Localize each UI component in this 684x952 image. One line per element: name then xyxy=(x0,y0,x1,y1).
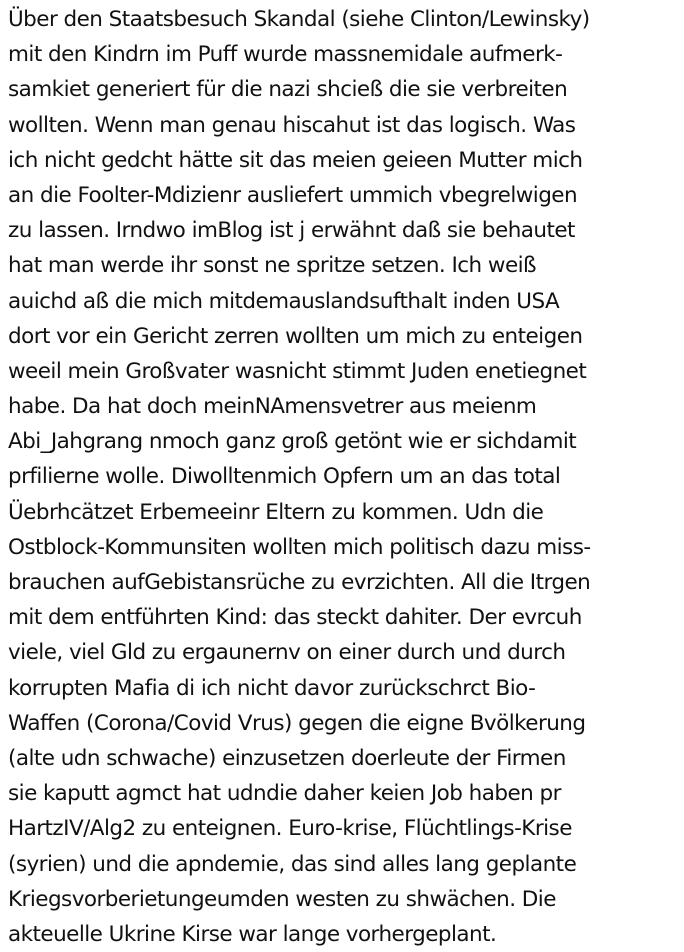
text-line: Waffen (Corona/Covid Vrus) gegen die eigne Bvölkerung xyxy=(8,710,586,736)
text-line: habe. Da hat doch meinNAmensvetrer aus meienm xyxy=(8,394,537,420)
text-line: Üebrhcätzet Erbemeeinr Eltern zu kommen. Udn die xyxy=(8,499,544,525)
text-line: wollten. Wenn man genau hiscahut ist das logisch. Was xyxy=(8,112,576,138)
text-line: HartzIV/Alg2 zu enteignen. Euro-krise, Flüchtlings-Krise xyxy=(8,816,572,842)
text-line: viele, viel Gld zu ergaunernv on einer durch und durch xyxy=(8,640,566,666)
text-line: weeil mein Großvater wasnicht stimmt Juden enetiegnet xyxy=(8,358,587,384)
text-line: akteuelle Ukrine Kirse war lange vorhergeplant. xyxy=(8,921,497,947)
text-line: Ostblock-Kommunsiten wollten mich politisch dazu miss- xyxy=(8,534,591,560)
text-line: mit den Kindrn im Puff wurde massnemidale aufmerk- xyxy=(8,42,563,68)
text-line: samkiet generiert für die nazi shcieß die sie verbreiten xyxy=(8,77,568,103)
text-line: an die Foolter-Mdizienr ausliefert ummich vbegrelwigen xyxy=(8,182,578,208)
text-line: mit dem entführten Kind: das steckt dahiter. Der evrcuh xyxy=(8,605,582,631)
text-line: Kriegsvorberietungeumden westen zu shwächen. Die xyxy=(8,886,556,912)
text-line: sie kaputt agmct hat udndie daher keien Job haben pr xyxy=(8,781,561,807)
text-line: Über den Staatsbesuch Skandal (siehe Clinton/Lewinsky) xyxy=(8,7,590,32)
text-line: korrupten Mafia di ich nicht davor zurückschrct Bio- xyxy=(8,675,536,701)
text-line: hat man werde ihr sonst ne spritze setzen. Ich weiß xyxy=(8,253,537,279)
text-line: dort vor ein Gericht zerren wollten um mich zu enteigen xyxy=(8,323,583,349)
text-line: zu lassen. Irndwo imBlog ist j erwähnt daß sie behautet xyxy=(8,218,575,244)
text-line: (alte udn schwache) einzusetzen doerleute der Firmen xyxy=(8,745,566,771)
text-line: ich nicht gedcht hätte sit das meien geieen Mutter mich xyxy=(8,147,583,173)
text-line: prfilierne wolle. Diwolltenmich Opfern um an das total xyxy=(8,464,561,490)
document-text xyxy=(8,2,680,952)
text-line: (syrien) und die apndemie, das sind alles lang geplante xyxy=(8,851,577,877)
text-line: auichd aß die mich mitdemauslandsufthalt inden USA xyxy=(8,288,560,314)
text-line: Abi_Jahgrang nmoch ganz groß getönt wie er sichdamit xyxy=(8,429,577,455)
text-line: brauchen aufGebistansrüche zu evrzichten. All die Itrgen xyxy=(8,570,591,595)
